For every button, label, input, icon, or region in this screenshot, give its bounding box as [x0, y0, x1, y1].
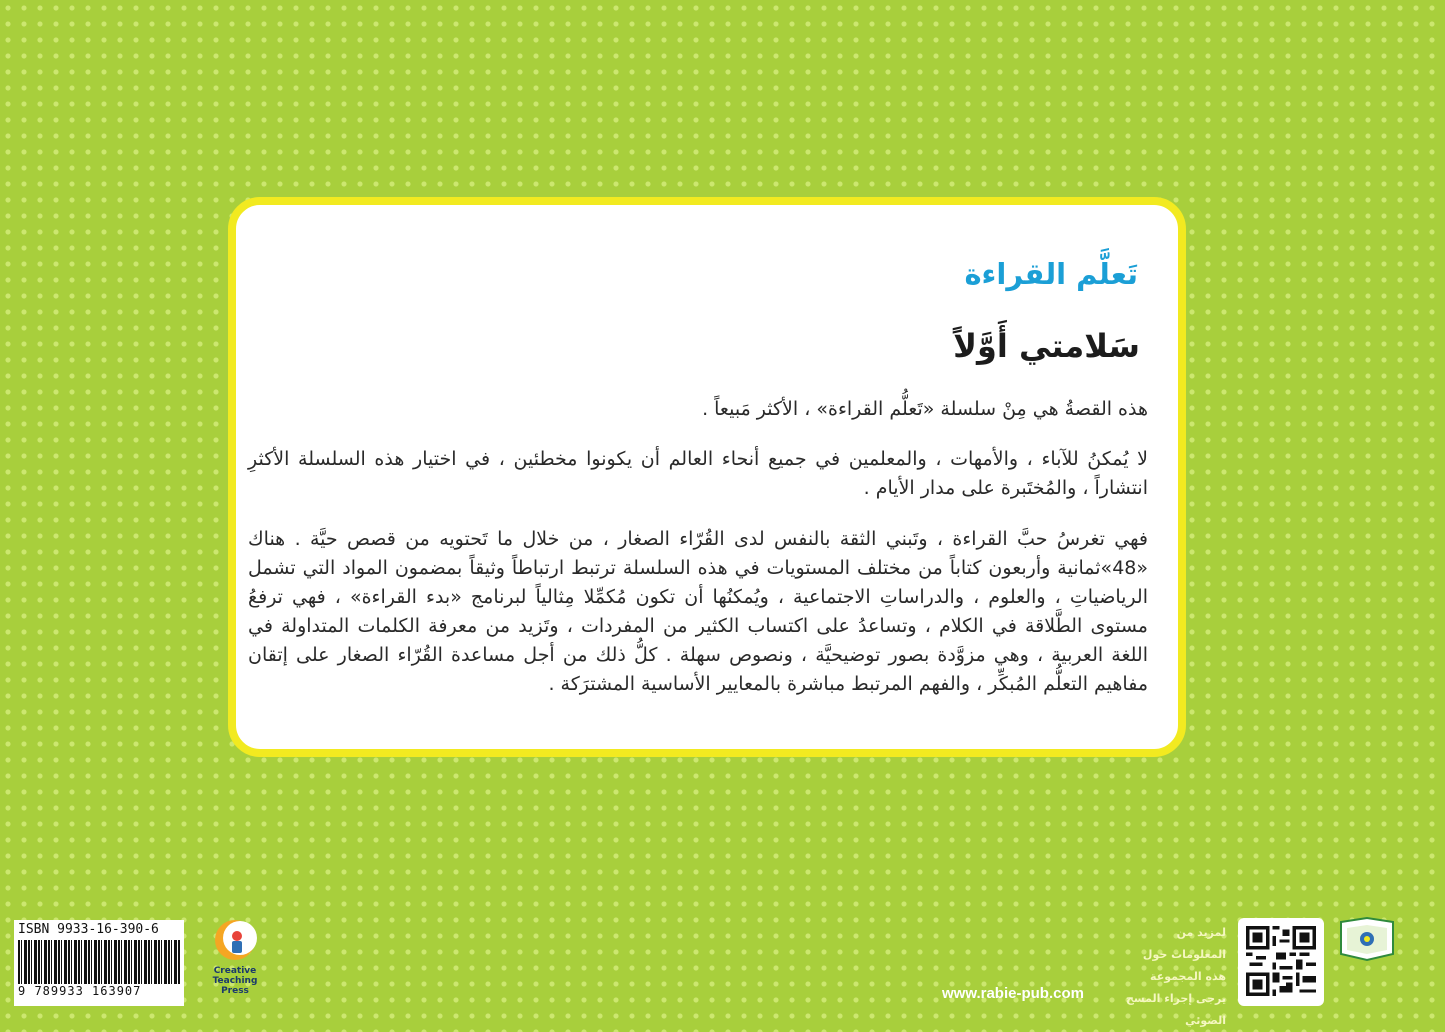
intro-paragraph: هذه القصةُ هي مِنْ سلسلة «تَعلُّم القراءة» ، الأكثر مَبيعاً .: [702, 398, 1148, 420]
barcode-digits: 9 789933 163907: [18, 984, 142, 998]
series-title: تَعلَّم القراءة: [964, 257, 1138, 291]
qr-info-text: لمزيد من المعلومات حول هذه المجموعة يرجى إجراء المسح الضوئي: [1125, 926, 1226, 1027]
description-card: [228, 197, 1186, 757]
ctp-logo: [200, 918, 270, 996]
benefits-paragraph: فهي تغرسُ حبَّ القراءة ، وتَبني الثقة بالنفس لدى القُرّاء الصغار ، من خلال ما تَحتويه من قصص حيَّة . هناك «48»ثمانية وأربعون كتاباً من مختلف المستويات في هذه السلسلة ترتبط ارتباطاً وثيقاً بمضمون المواد التي تشمل الرياضياتِ ، والعلوم ، والدراساتِ الاجتماعية ، ويُمكنُها أن تكون مُكمِّلا مِثالياً لبرنامج «بدء القراءة» ، فهي ترفعُ مستوى الطَّلاقة في الكلام ، وتساعدُ على اكتساب الكثير من المفردات ، وتَزيد من معرفة الكلمات المتداولة في اللغة العربية ، وهي مزوَّدة بصور توضيحيَّة ، ونصوص سهلة . كلُّ ذلك من أجل مساعدة القُرّاء الصغار على إتقان مفاهيم التعلُّم المُبكِّر ، والفهم المرتبط مباشرة بالمعايير الأساسية المشترَكة .: [248, 528, 1148, 695]
book-title: سَلامتي أَوَّلاً: [953, 327, 1140, 365]
parents-paragraph: لا يُمكنُ للآباء ، والأمهات ، والمعلمين في جميع أنحاء العالم أن يكونوا مخطئين ، في اختيار هذه السلسلة الأكثرِ انتشاراً ، والمُختَبرة على مدار الأيام .: [248, 448, 1148, 499]
isbn-barcode: [14, 920, 184, 1006]
qr-code-icon: [1246, 926, 1316, 996]
isbn-number: ISBN 9933-16-390-6: [18, 922, 159, 937]
barcode-icon: [18, 940, 180, 984]
website-link[interactable]: www.rabie-pub.com: [942, 985, 1084, 1002]
publisher-logo-icon: [1339, 916, 1395, 962]
publisher-logo: [1336, 916, 1398, 966]
qr-code[interactable]: [1238, 918, 1324, 1006]
ctp-logo-icon: [213, 918, 257, 962]
ctp-logo-label: Creative Teaching Press: [212, 966, 258, 996]
